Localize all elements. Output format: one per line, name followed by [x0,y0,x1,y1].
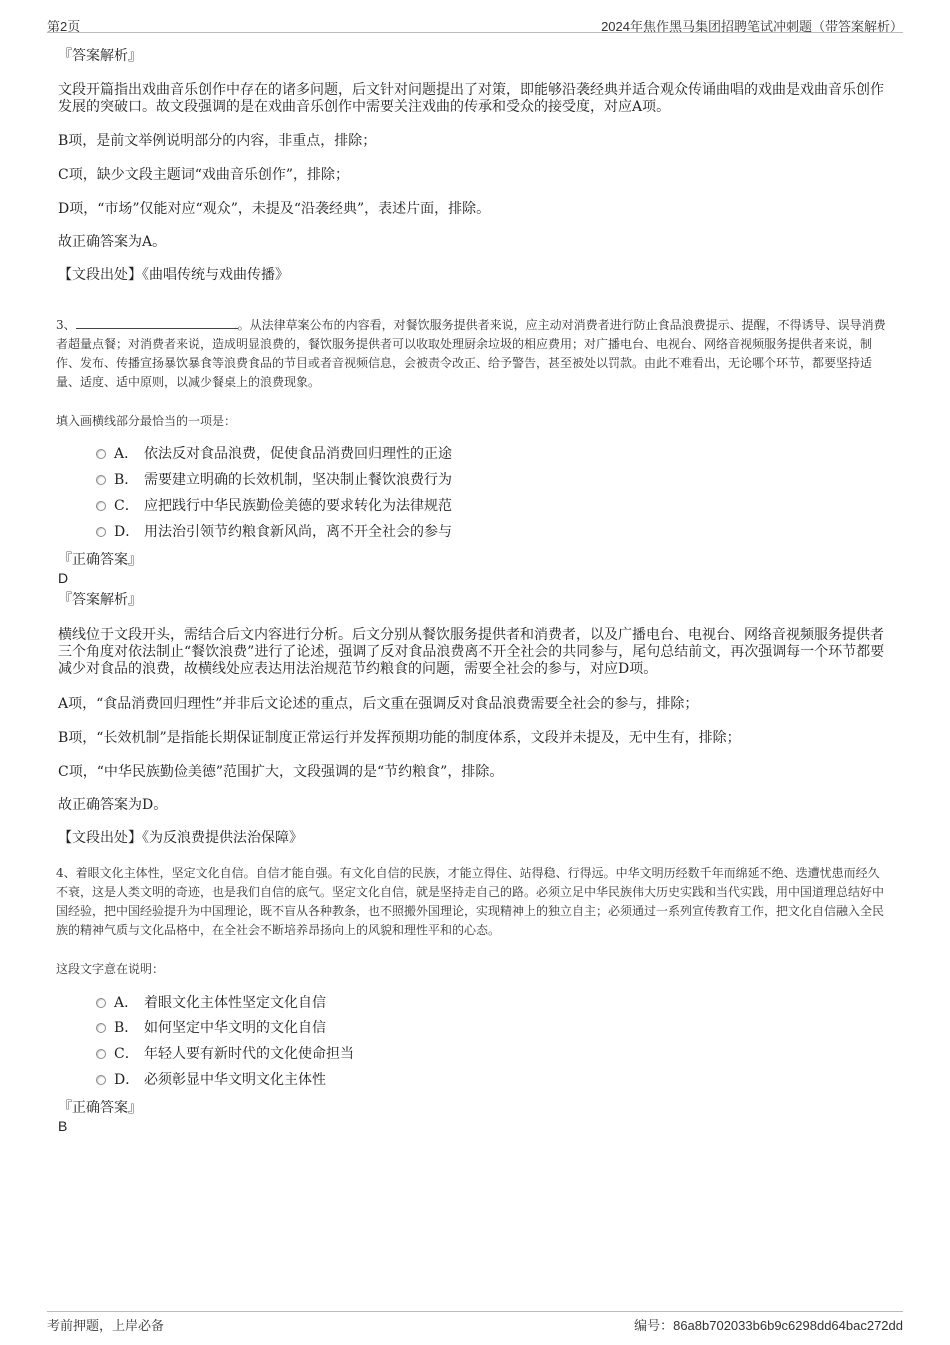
q2-option-b-note: B项，是前文举例说明部分的内容，非重点，排除； [58,133,377,149]
q3-stem [56,316,889,392]
q4-option-c[interactable]: C． 年轻人要有新时代的文化使命担当 [96,1046,354,1063]
q3-option-a-note: A项，“食品消费回归理性”并非后文论述的重点，后文重在强调反对食品浪费需要全社会的参与，排除； [58,696,699,712]
q3-option-a[interactable]: A． 依法反对食品浪费，促使食品消费回归理性的正途 [96,446,452,463]
q3-option-d[interactable]: D． 用法治引领节约粮食新风尚，离不开全社会的参与 [96,524,452,541]
q3-conclusion: 故正确答案为D。 [58,797,168,813]
radio-icon[interactable] [96,1075,106,1085]
q4-answer: B [58,1118,68,1134]
q2-analysis: 文段开篇指出戏曲音乐创作中存在的诸多问题，后文针对问题提出了对策，即能够沿袭经典并适合观众传诵曲唱的戏曲是戏曲音乐创作发展的突破口。故文段强调的是在戏曲音乐创作中需要关注戏曲的传承和受众的接受度，对应A项。 [58,82,884,115]
radio-icon[interactable] [96,501,106,511]
q3-answer: D [58,570,69,586]
q4-option-a[interactable]: A． 着眼文化主体性坚定文化自信 [96,995,326,1012]
q2-option-c-note: C项，缺少文段主题词“戏曲音乐创作”，排除； [58,167,350,183]
q3-option-c-note: C项，“中华民族勤俭美德”范围扩大，文段强调的是“节约粮食”，排除。 [58,764,504,780]
page-header [47,12,903,32]
radio-icon[interactable] [96,1023,106,1033]
q4-answer-heading: 『正确答案』 [58,1100,142,1116]
radio-icon[interactable] [96,527,106,537]
q3-source: 【文段出处】《为反浪费提供法治保障》 [58,830,303,846]
q4-stem: 4、着眼文化主体性，坚定文化自信。自信才能自强。有文化自信的民族，才能立得住、站得稳、行得远。中华文明历经数千年而绵延不绝、迭遭忧患而经久不衰，这是人类文明的奇迹，也是我们自信的底气。坚定文化自信，就是坚持走自己的路。必须立足中华民族伟大历史实践和当代实践，用中国道理总结好中国经验，把中国经验提升为中国理论，既不盲从各种教条，也不照搬外国理论，实现精神上的独立自主；必须通过一系列宣传教育工作，把文化自信融入全民族的精神气质与文化品格中，在全社会不断培养昂扬向上的风貌和理性平和的心态。 [56,866,885,937]
q4-question: 这段文字意在说明： [56,962,165,976]
footer-divider [47,1311,903,1312]
q3-answer-heading: 『正确答案』 [58,552,142,568]
q2-option-d-note: D项，“市场”仅能对应“观众”，未提及“沿袭经典”，表述片面，排除。 [58,201,491,217]
q3-number: 3、 [56,318,76,332]
radio-icon[interactable] [96,475,106,485]
document-title: 2024年焦作黑马集团招聘笔试冲刺题（带答案解析） [601,19,903,34]
q3-stem-text: 。从法律草案公布的内容看，对餐饮服务提供者来说，应主动对消费者进行防止食品浪费提示、提醒，不得诱导、误导消费者超量点餐；对消费者来说，造成明显浪费的，餐饮服务提供者可以收取处理厨余垃圾的相应费用；对广播电台、电视台、网络音视频服务提供者来说，制作、发布、传播宣扬暴饮暴食等浪费食品的节目或者音视频信息，会被责令改正、给予警告，甚至被处以罚款。由此不难看出，无论哪个环节，都要坚持适量、适度、适中原则，以减少餐桌上的浪费现象。 [56,318,886,389]
q2-source: 【文段出处】《曲唱传统与戏曲传播》 [58,267,289,283]
header-divider [47,32,903,33]
page-number: 第2页 [47,19,81,34]
radio-icon[interactable] [96,449,106,459]
radio-icon[interactable] [96,1049,106,1059]
q4-option-b[interactable]: B． 如何坚定中华文明的文化自信 [96,1020,326,1037]
document-code: 编号：86a8b702033b6b9c6298dd64bac272dd [634,1318,903,1333]
q4-option-d[interactable]: D． 必须彰显中华文明文化主体性 [96,1072,326,1089]
q3-blank [76,318,238,329]
q3-option-b-note: B项，“长效机制”是指能长期保证制度正常运行并发挥预期功能的制度体系，文段并未提及，无中生有，排除； [58,730,741,746]
q3-analysis-heading: 『答案解析』 [58,592,142,608]
q3-question: 填入画横线部分最恰当的一项是： [56,414,237,428]
q3-option-b[interactable]: B． 需要建立明确的长效机制，坚决制止餐饮浪费行为 [96,472,452,489]
q3-analysis: 横线位于文段开头，需结合后文内容进行分析。后文分别从餐饮服务提供者和消费者，以及广播电台、电视台、网络音视频服务提供者三个角度对依法制止“餐饮浪费”进行了论述，强调了反对食品浪费离不开全社会的共同参与，尾句总结前文，再次强调每一个环节都要减少对食品的浪费，故横线处应表达用法治规范节约粮食的问题，需要全社会的参与，对应D项。 [58,627,885,677]
q2-conclusion: 故正确答案为A。 [58,234,167,250]
q2-analysis-heading: 『答案解析』 [58,48,142,64]
radio-icon[interactable] [96,998,106,1008]
footer-slogan: 考前押题，上岸必备 [47,1318,165,1333]
q3-option-c[interactable]: C． 应把践行中华民族勤俭美德的要求转化为法律规范 [96,498,452,515]
